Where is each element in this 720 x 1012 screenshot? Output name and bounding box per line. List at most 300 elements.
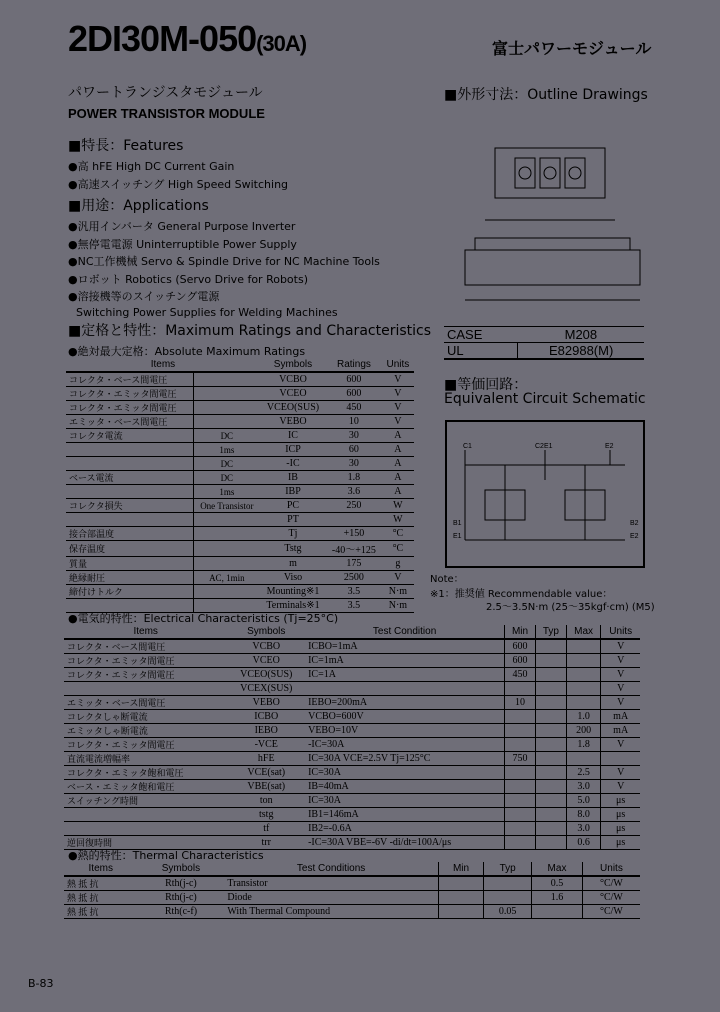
table-row <box>64 905 640 919</box>
table-cell <box>566 668 601 682</box>
table-cell: 8.0 <box>566 808 601 822</box>
table-cell <box>505 822 536 836</box>
table-cell: VEBO <box>227 696 305 710</box>
table-cell: 450 <box>326 401 382 415</box>
column-header: Symbols <box>260 358 326 372</box>
table-cell: N·m <box>382 599 414 613</box>
table-cell: V <box>382 401 414 415</box>
outline-heading: ■外形寸法：Outline Drawings <box>444 87 648 103</box>
table-cell <box>566 639 601 654</box>
table-cell: V <box>601 738 640 752</box>
table-cell: DC <box>193 457 260 471</box>
table-cell <box>193 585 260 599</box>
table-cell: -IC <box>260 457 326 471</box>
table-cell: 熱 抵 抗 <box>64 876 137 891</box>
table-row <box>64 696 640 710</box>
table-cell <box>505 682 536 696</box>
case-table <box>444 326 644 360</box>
table-cell: tf <box>227 822 305 836</box>
table-cell <box>193 513 260 527</box>
table-cell: V <box>601 654 640 668</box>
table-row <box>64 682 640 696</box>
column-header: Min <box>505 625 536 639</box>
table-cell: 1ms <box>193 485 260 499</box>
table-cell: ICP <box>260 443 326 457</box>
table-cell: 750 <box>505 752 536 766</box>
table-cell: 質量 <box>66 557 193 571</box>
table-cell: ICBO <box>227 710 305 724</box>
table-cell <box>193 527 260 541</box>
table-row <box>64 738 640 752</box>
table-cell: A <box>382 443 414 457</box>
outline-drawing <box>455 130 645 320</box>
table-cell: コレクタ・ベース間電圧 <box>64 639 227 654</box>
table-cell: エミッタ・ベース間電圧 <box>66 415 193 429</box>
table-cell: °C <box>382 527 414 541</box>
label-e2: E2 <box>605 443 614 450</box>
table-row <box>66 499 414 513</box>
table-cell: 600 <box>326 372 382 387</box>
thermal-table <box>64 862 640 919</box>
table-row <box>64 639 640 654</box>
application-item: ●汎用インバータ General Purpose Inverter <box>68 220 296 233</box>
table-cell: VCEO(SUS) <box>260 401 326 415</box>
table-row <box>64 794 640 808</box>
table-row <box>64 724 640 738</box>
column-header: Typ <box>484 862 532 876</box>
table-cell: 熱 抵 抗 <box>64 891 137 905</box>
table-cell: A <box>382 485 414 499</box>
table-cell: AC, 1min <box>193 571 260 585</box>
note-title: Note： <box>430 574 464 585</box>
table-cell: コレクタ・エミッタ間電圧 <box>66 401 193 415</box>
table-cell <box>193 372 260 387</box>
table-cell <box>535 654 566 668</box>
table-row <box>66 585 414 599</box>
table-cell <box>193 387 260 401</box>
table-cell: 1.6 <box>532 891 583 905</box>
table-cell <box>438 905 483 919</box>
table-row <box>66 513 414 527</box>
table-cell: IC=30A <box>305 766 505 780</box>
table-cell: °C <box>382 541 414 557</box>
table-cell: エミッタしゃ断電流 <box>64 724 227 738</box>
table-cell: μs <box>601 822 640 836</box>
table-cell: IB2=-0.6A <box>305 822 505 836</box>
ratings-heading: ■定格と特性：Maximum Ratings and Characteristics <box>68 323 432 339</box>
table-cell <box>326 513 382 527</box>
table-cell <box>193 415 260 429</box>
table-row <box>66 387 414 401</box>
table-cell <box>566 696 601 710</box>
table-row <box>64 654 640 668</box>
label-b2: B2 <box>630 520 639 527</box>
table-cell: 締付けトルク <box>66 585 193 599</box>
circuit-schematic <box>445 420 645 570</box>
table-cell: コレクタ・エミッタ間電圧 <box>64 654 227 668</box>
note-line2: 2.5～3.5N·m (25～35kgf·cm) (M5) <box>486 602 655 613</box>
label-c2e1: C2E1 <box>535 443 553 450</box>
table-cell: Tstg <box>260 541 326 557</box>
table-cell: A <box>382 457 414 471</box>
table-cell: N·m <box>382 585 414 599</box>
table-cell: V <box>601 668 640 682</box>
column-header: Test Condition <box>305 625 505 639</box>
table-cell <box>505 808 536 822</box>
table-cell <box>535 738 566 752</box>
table-cell <box>532 905 583 919</box>
table-cell <box>535 766 566 780</box>
column-header: Typ <box>535 625 566 639</box>
brand: 富士パワーモジュール <box>492 39 652 58</box>
table-cell: IB=40mA <box>305 780 505 794</box>
table-cell: VCEX(SUS) <box>227 682 305 696</box>
table-row <box>66 485 414 499</box>
table-cell: mA <box>601 710 640 724</box>
table-cell: 600 <box>505 654 536 668</box>
column-header: Units <box>582 862 640 876</box>
table-cell <box>193 557 260 571</box>
table-cell: VCBO <box>260 372 326 387</box>
table-row <box>64 710 640 724</box>
table-cell: VCBO <box>227 639 305 654</box>
table-cell: 30 <box>326 457 382 471</box>
table-cell: V <box>382 571 414 585</box>
table-cell: VCEO <box>260 387 326 401</box>
table-row <box>64 876 640 891</box>
table-cell: IC=30A VCE=2.5V Tj=125°C <box>305 752 505 766</box>
table-cell <box>438 876 483 891</box>
table-cell <box>535 724 566 738</box>
column-header: Units <box>382 358 414 372</box>
table-row <box>64 780 640 794</box>
column-header: Items <box>64 862 137 876</box>
table-row <box>66 372 414 387</box>
table-cell <box>66 513 193 527</box>
table-row <box>66 457 414 471</box>
table-cell: IBP <box>260 485 326 499</box>
table-cell: 0.6 <box>566 836 601 850</box>
column-header: Symbols <box>227 625 305 639</box>
table-cell: °C/W <box>582 905 640 919</box>
table-cell: IB <box>260 471 326 485</box>
table-cell: ton <box>227 794 305 808</box>
application-item: Switching Power Supplies for Welding Machines <box>76 305 338 319</box>
table-cell: 1.0 <box>566 710 601 724</box>
table-cell <box>566 654 601 668</box>
table-cell: 3.6 <box>326 485 382 499</box>
table-cell: VCEO(SUS) <box>227 668 305 682</box>
table-cell: Viso <box>260 571 326 585</box>
table-cell: エミッタ・ベース間電圧 <box>64 696 227 710</box>
table-cell: W <box>382 513 414 527</box>
table-cell: g <box>382 557 414 571</box>
table-cell: ベース・エミッタ飽和電圧 <box>64 780 227 794</box>
table-cell <box>505 724 536 738</box>
table-cell: コレクタしゃ断電流 <box>64 710 227 724</box>
table-row <box>66 527 414 541</box>
table-cell: With Thermal Compound <box>224 905 438 919</box>
table-cell: Transistor <box>224 876 438 891</box>
table-cell: Mounting※1 <box>260 585 326 599</box>
table-cell: 逆回復時間 <box>64 836 227 850</box>
table-cell <box>505 780 536 794</box>
table-cell: tstg <box>227 808 305 822</box>
table-cell: 175 <box>326 557 382 571</box>
thermal-heading: ●熱的特性：Thermal Characteristics <box>68 849 264 862</box>
absolute-ratings-table <box>66 358 414 613</box>
table-cell: スイッチング時間 <box>64 794 227 808</box>
table-cell: 200 <box>566 724 601 738</box>
ul-label: UL <box>444 343 518 360</box>
table-cell: IC=1A <box>305 668 505 682</box>
table-cell: trr <box>227 836 305 850</box>
case-value: M208 <box>518 327 644 343</box>
table-cell <box>505 738 536 752</box>
table-cell <box>505 766 536 780</box>
table-cell: DC <box>193 471 260 485</box>
table-cell: V <box>382 387 414 401</box>
table-cell: One Transistor <box>193 499 260 513</box>
table-cell: V <box>601 696 640 710</box>
applications-heading: ■用途：Applications <box>68 198 209 214</box>
feature-item: ●高 hFE High DC Current Gain <box>68 160 235 173</box>
table-cell: 600 <box>505 639 536 654</box>
table-row <box>66 429 414 443</box>
table-cell: 3.5 <box>326 599 382 613</box>
table-cell: VBE(sat) <box>227 780 305 794</box>
table-cell <box>66 485 193 499</box>
table-cell: コレクタ・エミッタ飽和電圧 <box>64 766 227 780</box>
table-cell: Diode <box>224 891 438 905</box>
column-header: Max <box>532 862 583 876</box>
table-cell <box>505 836 536 850</box>
table-cell: 3.0 <box>566 822 601 836</box>
table-cell: ICBO=1mA <box>305 639 505 654</box>
table-cell: 5.0 <box>566 794 601 808</box>
table-cell: V <box>382 372 414 387</box>
table-cell <box>535 668 566 682</box>
table-cell: 3.5 <box>326 585 382 599</box>
table-cell: VEBO=10V <box>305 724 505 738</box>
table-cell: VCE(sat) <box>227 766 305 780</box>
table-cell: 0.5 <box>532 876 583 891</box>
table-cell: DC <box>193 429 260 443</box>
table-cell: 3.0 <box>566 780 601 794</box>
label-e2b: E2 <box>630 533 639 540</box>
table-cell <box>535 710 566 724</box>
table-cell: 1ms <box>193 443 260 457</box>
table-cell: μs <box>601 794 640 808</box>
table-row <box>66 401 414 415</box>
electrical-table <box>64 625 640 850</box>
column-header: Ratings <box>326 358 382 372</box>
table-cell: VCEO <box>227 654 305 668</box>
table-cell <box>66 457 193 471</box>
column-header: Symbols <box>137 862 224 876</box>
column-header: Max <box>566 625 601 639</box>
table-cell: 直流電流増幅率 <box>64 752 227 766</box>
table-cell: A <box>382 471 414 485</box>
table-cell <box>64 808 227 822</box>
table-cell: V <box>601 766 640 780</box>
table-cell: IEBO <box>227 724 305 738</box>
table-cell: -40～+125 <box>326 541 382 557</box>
label-c1: C1 <box>463 443 472 450</box>
table-cell: コレクタ・エミッタ間電圧 <box>66 387 193 401</box>
table-cell: Rth(j-c) <box>137 891 224 905</box>
model-title: 2DI30M-050(30A) <box>68 18 307 59</box>
table-cell <box>535 836 566 850</box>
table-cell: -IC=30A VBE=-6V -di/dt=100A/μs <box>305 836 505 850</box>
table-cell: m <box>260 557 326 571</box>
table-cell: 保存温度 <box>66 541 193 557</box>
table-cell: IC <box>260 429 326 443</box>
table-cell: IC=1mA <box>305 654 505 668</box>
application-item: ●無停電電源 Uninterruptible Power Supply <box>68 237 297 251</box>
table-cell: -IC=30A <box>305 738 505 752</box>
table-cell: 2500 <box>326 571 382 585</box>
table-cell: コレクタ・ベース間電圧 <box>66 372 193 387</box>
table-cell: V <box>601 639 640 654</box>
table-cell: IC=30A <box>305 794 505 808</box>
table-cell <box>535 696 566 710</box>
table-cell: コレクタ・エミッタ間電圧 <box>64 668 227 682</box>
table-cell: PC <box>260 499 326 513</box>
table-cell: ベース電流 <box>66 471 193 485</box>
table-cell: Rth(c-f) <box>137 905 224 919</box>
table-cell: 熱 抵 抗 <box>64 905 137 919</box>
schematic-heading-jp: ■等価回路： <box>444 377 528 393</box>
table-cell: VEBO <box>260 415 326 429</box>
schematic-heading-en: Equivalent Circuit Schematic <box>444 391 646 407</box>
table-cell <box>535 822 566 836</box>
table-cell <box>484 876 532 891</box>
table-cell: °C/W <box>582 876 640 891</box>
table-cell: 接合部温度 <box>66 527 193 541</box>
en-title: POWER TRANSISTOR MODULE <box>68 106 265 121</box>
table-cell <box>601 752 640 766</box>
table-row <box>66 571 414 585</box>
table-cell <box>535 808 566 822</box>
application-item: ●NC工作機械 Servo & Spindle Drive for NC Machine Tools <box>68 255 380 268</box>
table-row <box>64 766 640 780</box>
table-cell: 0.05 <box>484 905 532 919</box>
table-cell: μs <box>601 808 640 822</box>
table-row <box>64 891 640 905</box>
table-cell: Terminals※1 <box>260 599 326 613</box>
table-cell <box>505 710 536 724</box>
table-cell <box>535 682 566 696</box>
table-row <box>64 808 640 822</box>
case-label: CASE <box>444 327 518 343</box>
table-cell: 30 <box>326 429 382 443</box>
table-cell <box>438 891 483 905</box>
table-row <box>64 822 640 836</box>
application-item: ●ロボット Robotics (Servo Drive for Robots) <box>68 272 309 286</box>
elec-heading: ●電気的特性：Electrical Characteristics (Tj=25°C) <box>68 612 339 625</box>
table-cell: IEBO=200mA <box>305 696 505 710</box>
jp-title: パワートランジスタモジュール <box>68 85 263 101</box>
table-cell: 2.5 <box>566 766 601 780</box>
table-cell: PT <box>260 513 326 527</box>
table-cell: 10 <box>505 696 536 710</box>
table-cell <box>305 682 505 696</box>
application-item: ●溶接機等のスイッチング電源 <box>68 290 220 303</box>
table-cell: 10 <box>326 415 382 429</box>
table-cell: Rth(j-c) <box>137 876 224 891</box>
table-cell: 250 <box>326 499 382 513</box>
table-cell <box>505 794 536 808</box>
table-cell: IB1=146mA <box>305 808 505 822</box>
table-cell <box>535 794 566 808</box>
table-cell: V <box>382 415 414 429</box>
table-row <box>64 752 640 766</box>
table-cell: VCBO=600V <box>305 710 505 724</box>
features-heading: ■特長：Features <box>68 138 184 154</box>
table-cell: 600 <box>326 387 382 401</box>
table-cell: V <box>601 682 640 696</box>
label-b1: B1 <box>453 520 462 527</box>
table-cell: -VCE <box>227 738 305 752</box>
table-cell <box>193 541 260 557</box>
table-row <box>66 415 414 429</box>
column-header: Units <box>601 625 640 639</box>
table-cell: 60 <box>326 443 382 457</box>
table-cell <box>566 752 601 766</box>
table-cell: コレクタ電流 <box>66 429 193 443</box>
table-cell: 1.8 <box>326 471 382 485</box>
table-cell: コレクタ損失 <box>66 499 193 513</box>
ul-value: E82988(M) <box>518 343 644 360</box>
table-row <box>66 557 414 571</box>
table-cell <box>64 822 227 836</box>
column-header: Min <box>438 862 483 876</box>
table-cell: コレクタ・エミッタ間電圧 <box>64 738 227 752</box>
table-cell: 1.8 <box>566 738 601 752</box>
table-cell: °C/W <box>582 891 640 905</box>
column-header: Items <box>64 625 227 639</box>
table-cell: +150 <box>326 527 382 541</box>
table-cell <box>193 401 260 415</box>
column-header: Test Conditions <box>224 862 438 876</box>
table-cell <box>535 752 566 766</box>
table-cell: 絶縁耐圧 <box>66 571 193 585</box>
column-header: Items <box>66 358 260 372</box>
abs-heading: ●絶対最大定格：Absolute Maximum Ratings <box>68 345 306 358</box>
table-cell: mA <box>601 724 640 738</box>
note-line1: ※1：推奨値 Recommendable value： <box>430 589 613 600</box>
table-row <box>66 443 414 457</box>
table-cell: Tj <box>260 527 326 541</box>
table-cell <box>484 891 532 905</box>
feature-item: ●高速スイッチング High Speed Switching <box>68 178 289 191</box>
table-cell: μs <box>601 836 640 850</box>
table-row <box>64 668 640 682</box>
table-cell: hFE <box>227 752 305 766</box>
table-cell <box>535 780 566 794</box>
table-cell: V <box>601 780 640 794</box>
table-cell: 450 <box>505 668 536 682</box>
table-cell: W <box>382 499 414 513</box>
table-cell <box>535 639 566 654</box>
page-number: B-83 <box>28 977 54 990</box>
table-cell <box>66 443 193 457</box>
table-row <box>66 541 414 557</box>
table-cell <box>566 682 601 696</box>
table-row <box>66 471 414 485</box>
label-e1: E1 <box>453 533 462 540</box>
